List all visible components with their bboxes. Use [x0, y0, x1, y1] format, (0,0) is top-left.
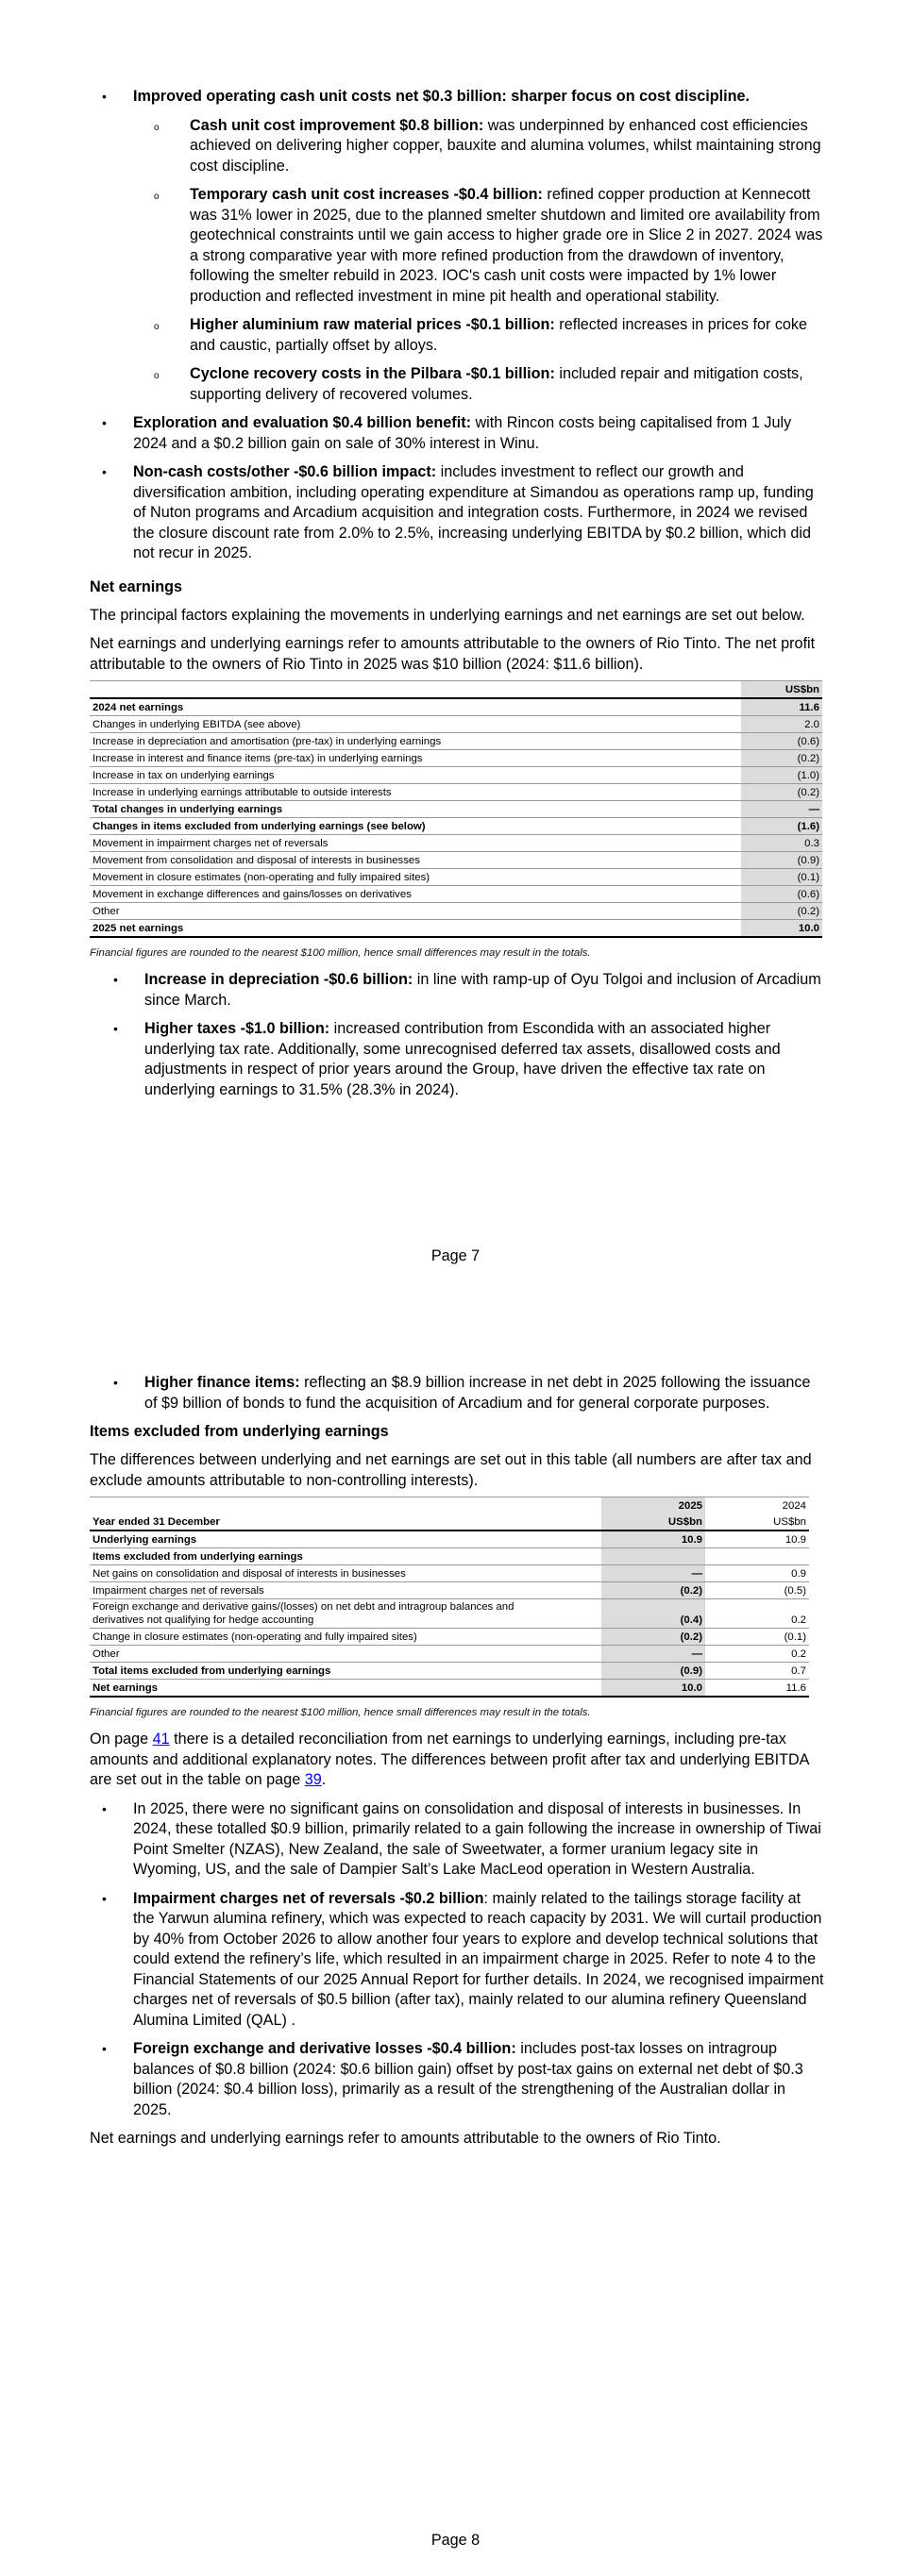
page-7-content — [90, 87, 826, 1109]
col-2024-unit: US$bn — [705, 1514, 809, 1531]
year-ended-label: Year ended 31 December — [90, 1514, 601, 1531]
table-row: Increase in depreciation and amortisation (pre-tax) in underlying earnings (0.6) — [90, 733, 822, 750]
table-row: Foreign exchange and derivative gains/(losses) on net debt and intragroup balances and derivatives not qualifying for hedge accounting (0.4) 0.2 — [90, 1599, 809, 1629]
net-earnings-intro: The principal factors explaining the movements in underlying earnings and net earnings are set out below. — [90, 606, 805, 624]
table-row: Net gains on consolidation and disposal of interests in businesses — 0.9 — [90, 1565, 809, 1582]
page-39-link[interactable]: 39 — [304, 1771, 322, 1788]
table-row: Underlying earnings 10.9 10.9 — [90, 1531, 809, 1548]
bullet-exploration: • Exploration and evaluation $0.4 billion benefit: with Rincon costs being capitalised from 1 July 2024 and a $0.2 billion gain on sale of 30% interest in Winu. — [102, 414, 792, 452]
table-row: 2024 net earnings 11.6 — [90, 698, 822, 716]
section-heading-items-excluded: Items excluded from underlying earnings — [90, 1423, 389, 1440]
net-earnings-attribution: Net earnings and underlying earnings refer to amounts attributable to the owners of Rio Tinto. The net profit attributable to the owners of Rio Tinto in 2025 was $10 billion (2024: $11.6 billion). — [90, 635, 816, 673]
page-41-link[interactable]: 41 — [152, 1731, 170, 1748]
bullet-dot-icon: • — [102, 89, 107, 104]
hollow-bullet-icon: o — [154, 371, 160, 381]
page-8-content — [90, 1373, 826, 2158]
bullet-higher-taxes: • Higher taxes -$1.0 billion: increased contribution from Escondida with an associated higher underlying tax rate. Additionally, some unrecognised deferred tax assets, disallowed costs and adjustments in respect of prior years around the Group, have driven the effective tax rate on underlying earnings to 31.5% (28.3% in 2024). — [113, 1020, 781, 1098]
sub-bullet: o Cyclone recovery costs in the Pilbara -$0.1 billion: included repair and mitigation costs, supporting delivery of recovered volumes. — [154, 365, 803, 403]
bullet-dot-icon: • — [102, 464, 107, 479]
table-row: Items excluded from underlying earnings — [90, 1548, 809, 1565]
cost-bullets — [90, 87, 826, 564]
hollow-bullet-icon: o — [154, 192, 160, 202]
table-row: Movement in impairment charges net of reversals 0.3 — [90, 835, 822, 852]
finance-bullets — [90, 1373, 826, 1413]
section-heading-net-earnings: Net earnings — [90, 577, 183, 595]
table-row: Movement from consolidation and disposal of interests in businesses (0.9) — [90, 852, 822, 869]
hollow-bullet-icon: o — [154, 122, 160, 133]
items-excluded-table — [90, 1497, 809, 1698]
items-excluded-intro: The differences between underlying and net earnings are set out in this table (all numbers are after tax and exclude amounts attributable to non-controlling interests). — [90, 1451, 812, 1489]
bullet-dot-icon: • — [113, 1021, 118, 1036]
page-number: Page 8 — [430, 2532, 481, 2549]
col-2025-year: 2025 — [601, 1497, 705, 1514]
table-row: Changes in underlying EBITDA (see above) 2.0 — [90, 716, 822, 733]
bullet-dot-icon: • — [102, 415, 107, 430]
bullet-dot-icon: • — [102, 2041, 107, 2056]
table-row: Changes in items excluded from underlying earnings (see below) (1.6) — [90, 818, 822, 835]
table-header-year-row — [90, 1497, 809, 1514]
table-row: Other (0.2) — [90, 903, 822, 920]
bullet-non-cash-costs: • Non-cash costs/other -$0.6 billion impact: includes investment to reflect our growth and diversification ambition, including operating expenditure at Simandou as operations ramp up, funding of Nuton programs and Arcadium acquisition and integration costs. Furthermore, in 2024 we revised the closure discount rate from 2.0% to 2.5%, increasing underlying EBITDA by $0.2 billion, which did not recur in 2025. — [102, 463, 814, 561]
bullet-fx-derivative-losses: • Foreign exchange and derivative losses -$0.4 billion: includes post-tax losses on intragroup balances of $0.8 billion (2024: $0.6 billion gain) offset by post-tax gains on external net debt of $0.3 billion (2024: $0.4 billion loss), primarily as a result of the strengthening of the Australian dollar in 2025. — [102, 2040, 803, 2118]
table-row: Net earnings 10.0 11.6 — [90, 1680, 809, 1698]
bullet-dot-icon: • — [113, 1375, 118, 1390]
table-row: Movement in closure estimates (non-operating and fully impaired sites) (0.1) — [90, 869, 822, 886]
bullet-consolidation-gains: • In 2025, there were no significant gains on consolidation and disposal of interests in businesses. In 2024, these totalled $0.9 billion, primarily related to a gain following the increase in ownership of Tiwai Point Smelter (NZAS), New Zealand, the sale of Sweetwater, a former uranium legacy site in Wyoming, US, and the sale of Dampier Salt’s Lake MacLeod operation in Western Australia. — [102, 1799, 821, 1878]
table-row: Change in closure estimates (non-operating and fully impaired sites) (0.2) (0.1) — [90, 1629, 809, 1646]
bullet-impairment-charges: • Impairment charges net of reversals -$0.2 billion: mainly related to the tailings storage facility at the Yarwun alumina refinery, which was expected to reach capacity by 2031. We will curtail production by 40% from October 2026 to allow another four years to explore and develop technical solutions that could extend the refinery’s life, which resulted in an impairment charge in 2025. Refer to note 4 to the Financial Statements of our 2025 Annual Report for further details. In 2024, we recognised impairment charges net of reversals of $0.5 billion (after tax), mainly related to our alumina refinery Queensland Alumina Limited (QAL) . — [102, 1889, 824, 2029]
table-row: Increase in tax on underlying earnings (1.0) — [90, 767, 822, 784]
table-row: Increase in interest and finance items (pre-tax) in underlying earnings (0.2) — [90, 750, 822, 767]
table-row: Total changes in underlying earnings — — [90, 801, 822, 818]
col-2025-unit: US$bn — [601, 1514, 705, 1531]
table-row: Total items excluded from underlying earnings (0.9) 0.7 — [90, 1663, 809, 1680]
page-number: Page 7 — [430, 1247, 481, 1264]
col-2024-year: 2024 — [705, 1497, 809, 1514]
sub-bullet: o Temporary cash unit cost increases -$0.4 billion: refined copper production at Kennecott was 31% lower in 2025, due to the planned smelter shutdown and limited ore availability from geotechnical constraints until we gain access to higher grade ore in Slice 2 in 2027. 2024 was a strong comparative year with more refined production from the drawdown of inventory, following the smelter rebuild in 2023. IOC's cash unit costs were impacted by 1% lower production and reflected investment in mine pit health and operational stability. — [154, 186, 823, 305]
table-header-row — [90, 681, 822, 699]
unit-header: US$bn — [741, 681, 822, 699]
hollow-bullet-icon: o — [154, 322, 160, 332]
table-row: Increase in underlying earnings attributable to outside interests (0.2) — [90, 784, 822, 801]
reconciliation-paragraph: On page 41 there is a detailed reconciliation from net earnings to underlying earnings, including pre-tax amounts and additional explanatory notes. The differences between profit after tax and underlying EBITDA are set out in the table on page 39. — [90, 1731, 809, 1788]
table-row: Other — 0.2 — [90, 1646, 809, 1663]
bullet-higher-finance-items: • Higher finance items: reflecting an $8.9 billion increase in net debt in 2025 following the issuance of $9 billion of bonds to fund the acquisition of Arcadium and for general corporate purposes. — [113, 1374, 811, 1412]
table-row: Movement in exchange differences and gains/losses on derivatives (0.6) — [90, 886, 822, 903]
bullet-dot-icon: • — [102, 1800, 107, 1816]
sub-bullet: o Higher aluminium raw material prices -$0.1 billion: reflected increases in prices for coke and caustic, partially offset by alloys. — [154, 316, 808, 354]
earnings-bullets — [90, 970, 826, 1100]
bullet-dot-icon: • — [113, 972, 118, 987]
sub-bullet: o Cash unit cost improvement $0.8 billion: was underpinned by enhanced cost efficiencies achieved on delivering higher copper, bauxite and alumina volumes, whilst maintaining strong cost discipline. — [154, 116, 821, 175]
sub-bullets — [133, 116, 826, 406]
bullet-depreciation: • Increase in depreciation -$0.6 billion: in line with ramp-up of Oyu Tolgoi and inclusion of Arcadium since March. — [113, 971, 821, 1009]
table-footnote: Financial figures are rounded to the nearest $100 million, hence small differences may result in the totals. — [90, 1707, 591, 1718]
closing-paragraph: Net earnings and underlying earnings refer to amounts attributable to the owners of Rio Tinto. — [90, 2130, 721, 2147]
table-header-row — [90, 1514, 809, 1531]
table-footnote: Financial figures are rounded to the nearest $100 million, hence small differences may result in the totals. — [90, 947, 591, 959]
excluded-items-bullets — [90, 1799, 826, 2121]
table-row: 2025 net earnings 10.0 — [90, 920, 822, 938]
table-row: Impairment charges net of reversals (0.2) (0.5) — [90, 1582, 809, 1599]
bullet-operating-cash-unit-costs: • Improved operating cash unit costs net $0.3 billion: sharper focus on cost discipline. o Cash unit cost improvement $0.8 billion: was underpinned by enhanced cost efficiencies achieved on delivering higher copper, bauxite and alumina volumes, whilst maintaining strong cost discipline. o Temporary cash unit cost increases -$0.4 billion: refined copper production at Kennecott was 31% lower in 2025, due to the planned smelter shutdown and limited ore availability from geotechnical constraints until we gain access to higher grade ore in Slice 2 in 2027. 2024 was a strong comparative year with more refined production from the drawdown of inventory, following the smelter rebuild in 2023. IOC's cash unit costs were impacted by 1% lower production and reflected investment in mine pit health and operational stability. o Higher aluminium raw material prices -$0.1 billion: reflected increases in prices for coke and caustic, partially offset by alloys. o Cyclone recovery costs in the Pilbara -$0.1 billion: included repair and mitigation costs, supporting delivery of recovered volumes. — [90, 87, 826, 405]
net-earnings-table — [90, 680, 822, 938]
bullet-dot-icon: • — [102, 1890, 107, 1906]
